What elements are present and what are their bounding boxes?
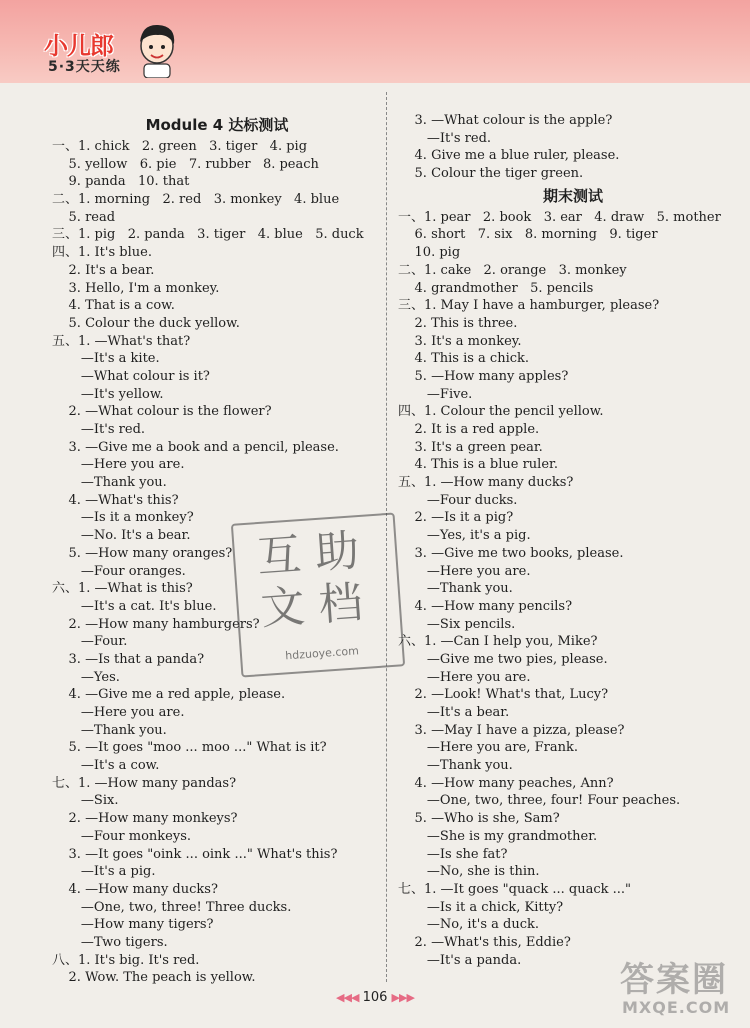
answer-line: —Is it a monkey?	[52, 510, 194, 526]
answer-line: —Here you are.	[398, 669, 531, 685]
right-column	[398, 112, 738, 969]
answer-line: 5. Colour the duck yellow.	[52, 315, 240, 331]
answer-line: 3. —It goes "oink ... oink ..." What's this?	[52, 846, 338, 862]
answer-line: —She is my grandmother.	[398, 828, 598, 844]
hdzuoye-stamp	[231, 512, 405, 677]
answer-line: 3. It's a monkey.	[398, 333, 522, 349]
answer-line: 5. —Who is she, Sam?	[398, 811, 560, 827]
right-answer-list-continued	[398, 112, 738, 183]
answer-line: —It's a panda.	[398, 952, 522, 968]
answer-line: —It's a bear.	[398, 705, 510, 720]
answer-line: 2. It's a bear.	[52, 262, 155, 278]
answer-line: 四、1. It's blue.	[52, 245, 152, 261]
answer-line: 10. pig	[398, 245, 461, 261]
answer-line: —It's a pig.	[52, 864, 156, 880]
stamp-url: hdzuoye.com	[284, 644, 360, 663]
boy-mascot-icon	[134, 20, 180, 78]
answer-line: 4. This is a chick.	[398, 351, 530, 367]
answer-line: —Yes, it's a pig.	[398, 528, 531, 544]
answer-line: 2. —What colour is the flower?	[52, 404, 272, 420]
answer-line: —Thank you.	[398, 581, 513, 597]
answer-line: 七、1. —How many pandas?	[52, 775, 237, 791]
stamp-characters: 互助文档	[255, 524, 379, 635]
answer-line: 六、1. —Can I help you, Mike?	[398, 634, 598, 650]
answer-line: —Here you are.	[52, 457, 185, 473]
answer-line: 一、1. chick 2. green 3. tiger 4. pig	[52, 139, 308, 154]
logo-title: 小儿郎	[44, 32, 113, 60]
answer-line: —Here you are.	[398, 563, 531, 579]
answer-line: 3. —Give me two books, please.	[398, 545, 624, 561]
answer-line: —Thank you.	[52, 475, 167, 491]
answer-line: —No. It's a bear.	[52, 528, 191, 544]
answer-line: —Yes.	[52, 669, 120, 685]
answer-line: —Four oranges.	[52, 563, 186, 579]
answer-line: 4. This is a blue ruler.	[398, 457, 558, 473]
watermark-big-text: 答案圈	[620, 960, 728, 1000]
answer-line: 4. That is a cow.	[52, 298, 175, 314]
answer-line: —It's yellow.	[52, 386, 164, 402]
answer-line: —Give me two pies, please.	[398, 651, 608, 667]
right-arrows-icon: ▶▶▶	[391, 991, 414, 1004]
answer-line: 二、1. morning 2. red 3. monkey 4. blue	[52, 192, 340, 208]
answer-line: —How many tigers?	[52, 917, 214, 933]
answer-line: 3. It's a green pear.	[398, 439, 543, 455]
answer-line: —Four ducks.	[398, 492, 518, 508]
answer-line: 三、1. pig 2. panda 3. tiger 4. blue 5. duck	[52, 227, 364, 243]
answer-line: 5. read	[52, 209, 116, 225]
answer-line: —One, two, three, four! Four peaches.	[398, 793, 681, 809]
answer-line: 五、1. —How many ducks?	[398, 475, 574, 491]
header-band	[0, 0, 750, 83]
answer-line: 2. —Look! What's that, Lucy?	[398, 687, 609, 703]
answer-line: —It's a cat. It's blue.	[52, 598, 217, 614]
answer-line: 2. —Is it a pig?	[398, 510, 514, 526]
answer-line: —Four monkeys.	[52, 828, 192, 844]
answer-line: —Two tigers.	[52, 934, 168, 950]
answer-line: 4. —Give me a red apple, please.	[52, 687, 286, 703]
answer-line: —No, it's a duck.	[398, 917, 540, 933]
answer-line: 3. —Give me a book and a pencil, please.	[52, 439, 339, 455]
answer-line: 2. —How many monkeys?	[52, 811, 238, 827]
answer-line: 3. —What colour is the apple?	[398, 113, 613, 128]
answer-line: —One, two, three! Three ducks.	[52, 899, 292, 915]
answer-line: —Six.	[52, 793, 119, 809]
answer-line: 八、1. It's big. It's red.	[52, 952, 200, 968]
answer-line: 五、1. —What's that?	[52, 333, 191, 349]
page-number: 106	[362, 990, 388, 1005]
answer-line: 5. —It goes "moo ... moo ..." What is it?	[52, 740, 327, 756]
answer-line: 3. Hello, I'm a monkey.	[52, 280, 220, 296]
answer-line: 5. —How many oranges?	[52, 545, 233, 561]
answer-line: 5. Colour the tiger green.	[398, 166, 584, 182]
watermark-url: MXQE.COM	[622, 998, 731, 1017]
logo-subtitle: 5·3天天练	[48, 59, 121, 75]
answer-line: 六、1. —What is this?	[52, 581, 193, 597]
answer-line: 5. —How many apples?	[398, 368, 569, 384]
left-arrows-icon: ◀◀◀	[336, 991, 359, 1004]
answer-line: 四、1. Colour the pencil yellow.	[398, 404, 604, 420]
answer-line: —It's a cow.	[52, 758, 160, 774]
answer-line: 4. —How many ducks?	[52, 881, 218, 897]
answer-line: 4. grandmother 5. pencils	[398, 280, 594, 296]
answer-line: 2. —What's this, Eddie?	[398, 934, 571, 950]
answer-line: —Four.	[52, 634, 128, 650]
answer-line: 4. Give me a blue ruler, please.	[398, 148, 620, 164]
answer-line: 5. yellow 6. pie 7. rubber 8. peach	[52, 156, 319, 172]
answer-line: 二、1. cake 2. orange 3. monkey	[398, 262, 627, 278]
answer-line: 一、1. pear 2. book 3. ear 4. draw 5. mother	[398, 209, 721, 225]
answer-line: 4. —What's this?	[52, 492, 179, 508]
answer-line: —Thank you.	[52, 722, 167, 738]
right-answer-list	[398, 209, 738, 970]
answer-line: 3. —Is that a panda?	[52, 651, 205, 667]
answer-line: —Five.	[398, 386, 473, 402]
module-4-test-title: Module 4 达标测试	[145, 116, 289, 134]
answer-line: 4. —How many peaches, Ann?	[398, 775, 614, 791]
answer-line: 6. short 7. six 8. morning 9. tiger	[398, 227, 658, 243]
answer-line: —Six pencils.	[398, 616, 516, 632]
answer-line: —No, she is thin.	[398, 864, 540, 880]
answer-line: —It's a kite.	[52, 351, 160, 367]
answer-line: 2. Wow. The peach is yellow.	[52, 970, 256, 986]
answer-line: —Thank you.	[398, 758, 513, 774]
answer-line: 七、1. —It goes "quack ... quack ..."	[398, 881, 632, 897]
answer-line: 2. —How many hamburgers?	[52, 616, 260, 632]
answer-line: —Here you are.	[52, 705, 185, 720]
answer-line: —Is she fat?	[398, 846, 508, 862]
answer-line: 三、1. May I have a hamburger, please?	[398, 298, 660, 314]
answer-line: 9. panda 10. that	[52, 174, 190, 190]
mxqe-watermark	[618, 952, 748, 1024]
answer-line: —It's red.	[52, 422, 146, 437]
answer-line: —Is it a chick, Kitty?	[398, 899, 564, 915]
answer-line: 2. It is a red apple.	[398, 422, 540, 437]
answer-line: 4. —How many pencils?	[398, 598, 573, 614]
brand-logo	[40, 20, 180, 82]
answer-line: 3. —May I have a pizza, please?	[398, 722, 625, 738]
answer-line: —It's red.	[398, 130, 492, 146]
answer-line: —Here you are, Frank.	[398, 740, 578, 756]
answer-line: —What colour is it?	[52, 368, 210, 384]
answer-line: 2. This is three.	[398, 315, 518, 331]
final-exam-title: 期末测试	[542, 186, 603, 205]
